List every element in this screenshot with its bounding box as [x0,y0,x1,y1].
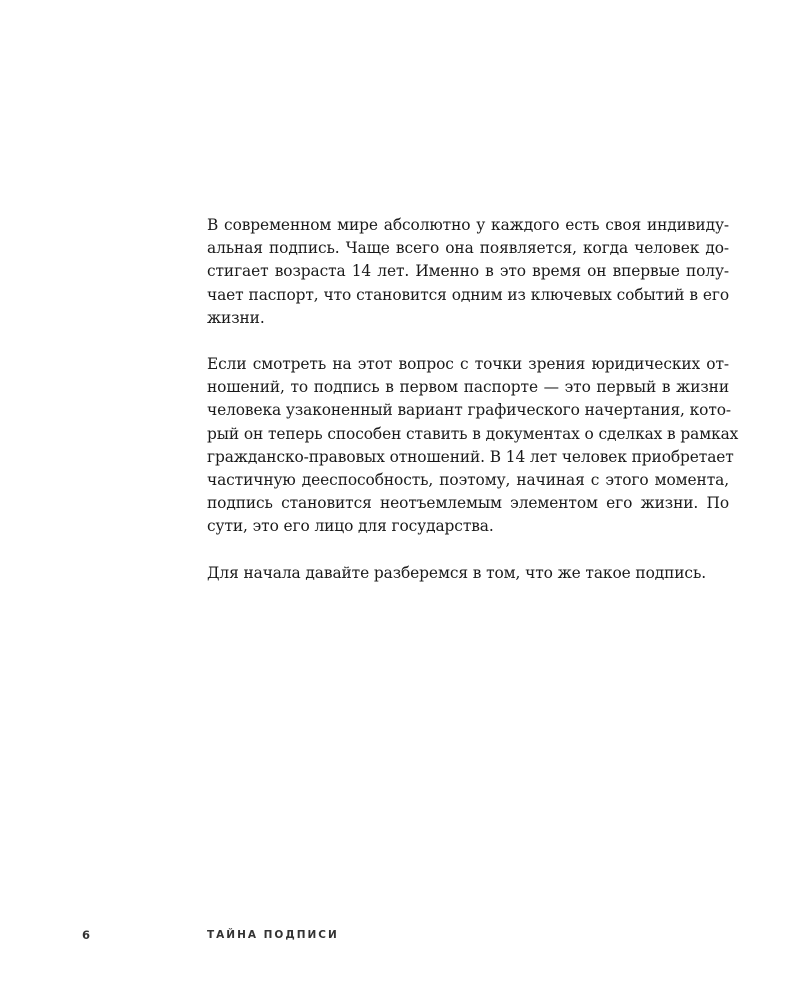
text-line: гражданско-правовых отношений. В 14 лет человек приобретает [207,447,734,466]
text-line: В современном мире абсолютно у каждого есть своя индивиду- [207,216,729,234]
text-line: Если смотреть на этот вопрос с точки зрения юридических от- [207,355,729,374]
page-number: 6 [82,928,91,942]
text-line: сути, это его лицо для государства. [207,517,494,536]
body-text [207,214,739,608]
paragraph [207,353,739,539]
text-line: жизни. [207,308,265,327]
text-line: Для начала давайте разберемся в том, что же такое подпись. [207,563,707,582]
text-line: ношений, то подпись в первом паспорте — это первый в жизни [207,378,729,397]
text-line: подпись становится неотъемлемым элементом его жизни. По [207,494,729,513]
text-line: рый он теперь способен ставить в документах о сделках в рамках [207,424,739,443]
text-line: альная подпись. Чаще всего она появляется, когда человек до- [207,239,729,258]
text-line: чает паспорт, что становится одним из ключевых событий в его [207,285,729,304]
text-line: частичную дееспособность, поэтому, начиная с этого момента, [207,471,729,490]
text-line: человека узаконенный вариант графического начертания, кото- [207,401,732,420]
text-line: стигает возраста 14 лет. Именно в это время он впервые полу- [207,262,729,281]
paragraph [207,214,729,330]
paragraph [207,562,729,585]
running-title: ТАЙНА ПОДПИСИ [207,929,339,941]
